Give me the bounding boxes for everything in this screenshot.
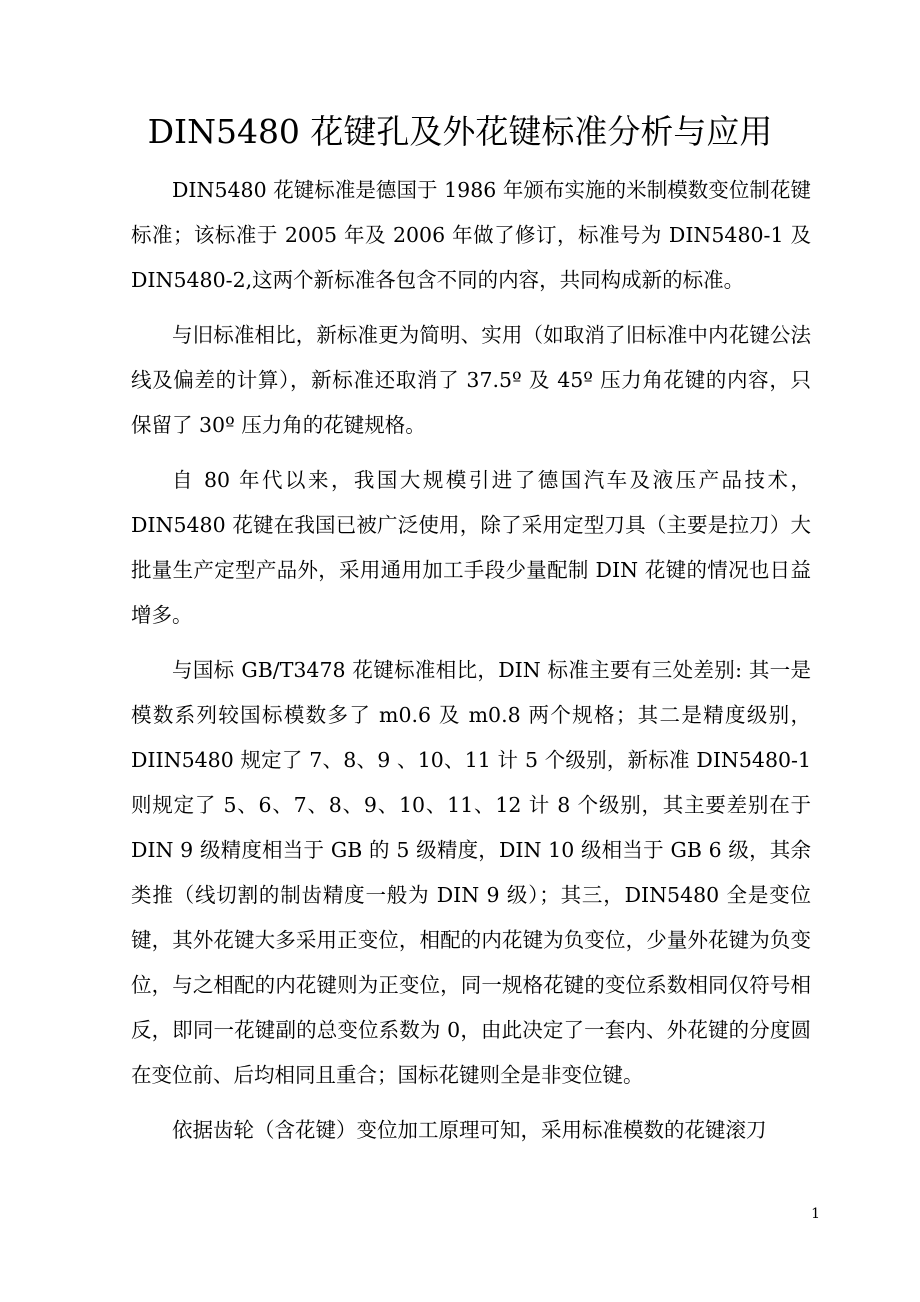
- paragraph-2: 与旧标准相比，新标准更为简明、实用（如取消了旧标准中内花键公法线及偏差的计算），新标准还取消了 37.5º 及 45º 压力角花键的内容，只保留了 30º 压力角的花键规格。: [131, 323, 811, 437]
- paragraph-1: DIN5480 花键标准是德国于 1986 年颁布实施的米制模数变位制花键标准；该标准于 2005 年及 2006 年做了修订，标准号为 DIN5480-1 及 DIN5480-2,这两个新标准各包含不同的内容，共同构成新的标准。: [131, 178, 811, 292]
- document-title: DIN5480 花键孔及外花键标准分析与应用: [147, 112, 773, 151]
- paragraph-5: 依据齿轮（含花键）变位加工原理可知，采用标准模数的花键滚刀: [172, 1118, 767, 1142]
- document-body: [131, 168, 811, 1163]
- page-number: 1: [811, 1206, 820, 1222]
- paragraph-4: 与国标 GB/T3478 花键标准相比，DIN 标准主要有三处差别: 其一是模数系列较国标模数多了 m0.6 及 m0.8 两个规格；其二是精度级别，DIIN5480 规定了 7、8、9 、10、11 计 5 个级别，新标准 DIN5480-1 则规定了 5、6、7、8、9、10、11、12 计 8 个级别，其主要差别在于 DIN 9 级精度相当于 GB 的 5 级精度，DIN 10 级相当于 GB 6 级，其余类推（线切割的制齿精度一般为 DIN 9 级）；其三，DIN5480 全是变位键，其外花键大多采用正变位，相配的内花键为负变位，少量外花键为负变位，与之相配的内花键则为正变位，同一规格花键的变位系数相同仅符号相反，即同一花键副的总变位系数为 0，由此决定了一套内、外花键的分度圆在变位前、后均相同且重合；国标花键则全是非变位键。: [131, 658, 811, 1087]
- paragraph-3: 自 80 年代以来，我国大规模引进了德国汽车及液压产品技术，DIN5480 花键在我国已被广泛使用，除了采用定型刀具（主要是拉刀）大批量生产定型产品外，采用通用加工手段少量配制 DIN 花键的情况也日益增多。: [131, 468, 811, 627]
